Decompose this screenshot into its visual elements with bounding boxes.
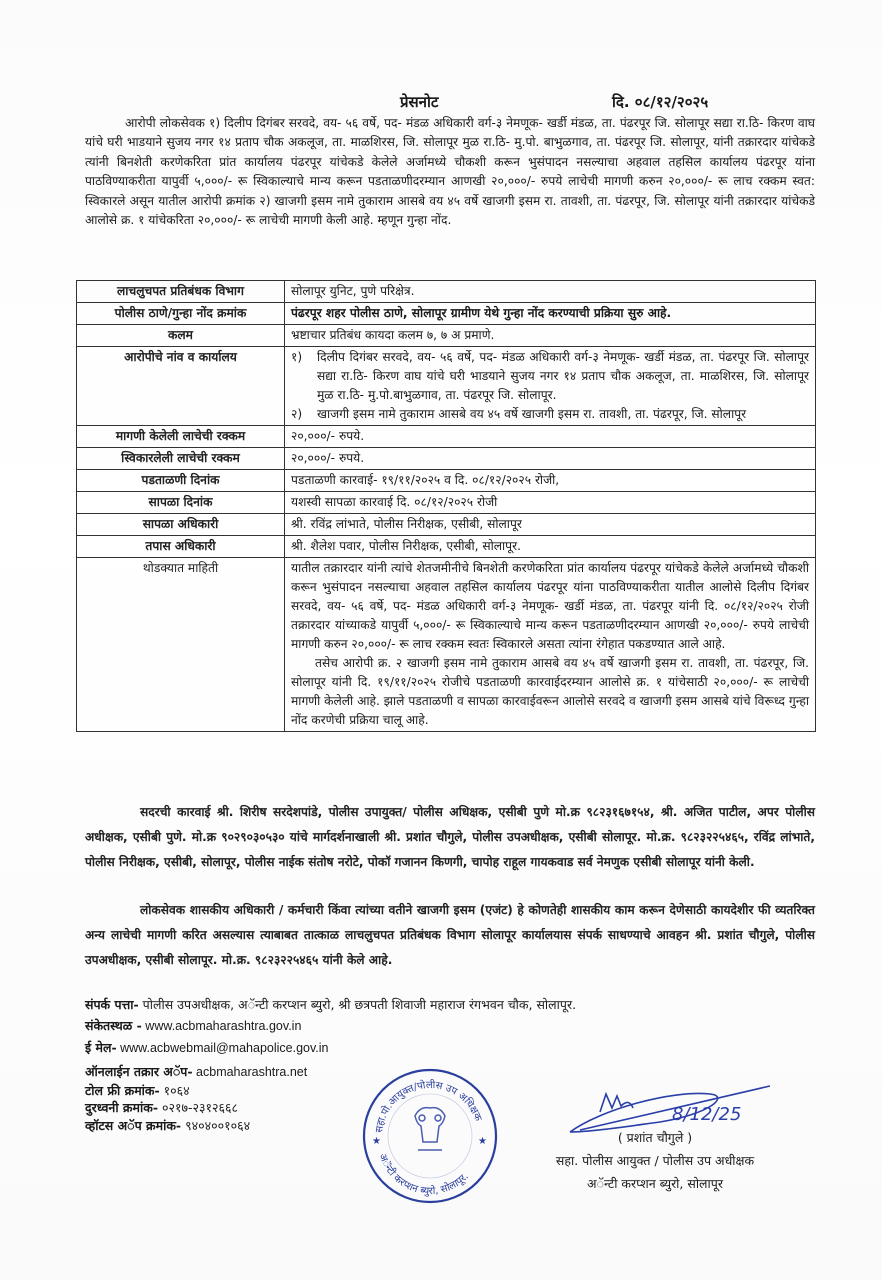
star-icon-right: ★ — [478, 1136, 487, 1147]
row-value: २०,०००/- रुपये. — [285, 448, 816, 470]
row-value: यशस्वी सापळा कारवाई दि. ०८/१२/२०२५ रोजी — [285, 492, 816, 514]
app-link[interactable]: acbmaharashtra.net — [192, 1065, 308, 1079]
tollfree-label: टोल फ्री क्रमांक- — [85, 1082, 160, 1098]
item-text: दिलीप दिगंबर सरवदे, वय- ५६ वर्षे, पद- मंडळ अधिकारी वर्ग-३ नेमणूक- खर्डी मंडळ, ता. पंढरपूर जि. सोलापूर सद्या रा.ठि- किरण वाघ यांचे घरी भाडयाने सुजय नगर १४ प्रताप चौक अकलूज, ता. माळशिरस, जि. सोलापूर मुळ रा.ठि- मु.पो.बाभुळगाव, ता. पंढरपूर जि. सोलापूर. — [317, 350, 809, 402]
row-label: सापळा अधिकारी — [77, 514, 285, 536]
summary-paragraph-2: तसेच आरोपी क्र. २ खाजगी इसम नामे तुकाराम आसबे वय ४५ वर्षे खाजगी इसम रा. तावशी, ता. पंढरपूर, जि. सोलापूर यांनी दि. १९/११/२०२५ रोजीचे पडताळणी कारवाईदरम्यान आलोसे क्र. १ यांचेसाठी २०,०००/- रू लाचेची मागणी केलेली आहे. झाले पडताळणी व सापळा कारवाईवरून आलोसे सरवदे व खाजगी इसम आसबे यांचे विरूध्द गुन्हा नोंद करणेची प्रक्रिया चालू आहे. — [291, 656, 809, 727]
address-label: संपर्क पत्ता- — [85, 997, 139, 1012]
address-value: पोलीस उपअधीक्षक, अॅन्टी करप्शन ब्युरो, श्री छत्रपती शिवाजी महाराज रंगभवन चौक, सोलापूर. — [138, 997, 577, 1012]
whatsapp-number: ९४०४००१०६४ — [181, 1117, 251, 1133]
document-date: दि. ०८/१२/२०२५ — [612, 93, 709, 111]
summary-cell — [285, 558, 816, 732]
item-text: खाजगी इसम नामे तुकाराम आसबे वय ४५ वर्षे खाजगी इसम रा. तावशी, ता. पंढरपूर, जि. सोलापूर — [317, 407, 747, 421]
list-item — [291, 348, 809, 405]
official-seal-stamp — [360, 1066, 500, 1206]
email-link[interactable]: www.acbwebmail@mahapolice.gov.in — [116, 1041, 329, 1055]
whatsapp-label: व्हॉटस अॅप क्रमांक- — [85, 1117, 182, 1133]
row-label: मागणी केलेली लाचेची रक्कम — [77, 426, 285, 448]
header — [0, 92, 882, 116]
signatory-designation: सहा. पोलीस आयुक्त / पोलीस उप अधीक्षक — [555, 1153, 755, 1168]
table-row — [77, 303, 816, 325]
table-row — [77, 536, 816, 558]
app-label: ऑनलाईन तक्रार अॅप- — [85, 1064, 193, 1079]
table-row — [77, 426, 816, 448]
website-line — [85, 1015, 785, 1037]
row-value: २०,०००/- रुपये. — [285, 426, 816, 448]
appeal-text: लोकसेवक शासकीय अधिकारी / कर्मचारी किंवा त्यांच्या वतीने खाजगी इसम (एजंट) हे कोणतेही शासकीय काम करून देणेसाठी कायदेशीर फी व्यतरिक्त अन्य लाचेची मागणी करित असल्यास त्याबाबत तात्काळ लाचलुचपत प्रतिबंधक विभाग सोलापूर कार्यालयास संपर्क साधण्याचे आवहन श्री. प्रशांत चौगुले, पोलीस उपअधीक्षक, एसीबी सोलापूर. मो.क्र. ९८२३२२५४६५ यांनी केले आहे. — [85, 903, 815, 967]
contact-info — [85, 994, 785, 1059]
item-number: १) — [291, 350, 303, 364]
row-label: लाचलुचपत प्रतिबंधक विभाग — [77, 281, 285, 303]
table-row — [77, 281, 816, 303]
row-label: थोडक्यात माहिती — [77, 558, 285, 732]
table-row-accused — [77, 347, 816, 426]
table-row — [77, 492, 816, 514]
row-value: पडताळणी कारवाई- १९/११/२०२५ व दि. ०८/१२/२०२५ रोजी, — [285, 470, 816, 492]
tollfree-number: १०६४ — [159, 1082, 190, 1098]
signatory-name: ( प्रशांत चौगुले ) — [617, 1130, 693, 1145]
row-label: स्विकारलेली लाचेची रक्कम — [77, 448, 285, 470]
helpline-info — [85, 1063, 385, 1134]
phone-label: दुरध्वनी क्रमांक- — [85, 1100, 159, 1116]
table-row — [77, 514, 816, 536]
phone-line — [85, 1099, 385, 1117]
website-label: संकेतस्थळ - — [85, 1018, 142, 1033]
accused-list — [291, 348, 809, 424]
intro-paragraph — [85, 114, 815, 230]
table-row — [77, 448, 816, 470]
table-row-summary — [77, 558, 816, 732]
summary-paragraph-1: यातील तक्रारदार यांनी त्यांचे शेतजमीनीचे बिनशेती करणेकरिता प्रांत कार्यालय पंढरपूर यांचेकडे केलेले अर्जामध्ये चौकशी करून भुसंपादन नसल्याचा अहवाल तहसिल कार्यालय पंढरपूर यांना पाठविण्याकरीता यातील आलोसे दिलीप दिगंबर सरवदे, वय- ५६ वर्षे, पद- मंडळ अधिकारी वर्ग-३ नेमणूक- खर्डी मंडळ, ता. पंढरपूर यांनी दि. ०८/१२/२०२५ रोजी तक्रारदार यांच्याकडे यापुर्वी ५,०००/- रू स्विकाल्याचे मान्य करून पडताळणीदरम्यान आणखी २०,०००/- रुपये लाचेची मागणी करुन २०,०००/- रू लाच रक्कम स्वतः स्विकारले असता त्यांना रंगेहात पकडण्यात आले आहे. — [291, 561, 809, 651]
phone-number: ०२१७-२३१२६६८ — [158, 1100, 239, 1116]
seal-inner-ring — [388, 1094, 472, 1178]
row-label: आरोपीचे नांव व कार्यालय — [77, 347, 285, 426]
website-link[interactable]: www.acbmaharashtra.gov.in — [141, 1019, 302, 1033]
address-line — [85, 994, 785, 1015]
email-line — [85, 1037, 785, 1059]
row-value: पंढरपूर शहर पोलीस ठाणे, सोलापूर ग्रामीण येथे गुन्हा नोंद करण्याची प्रक्रिया सुरु आहे. — [285, 303, 816, 325]
emblem-icon — [415, 1108, 445, 1150]
star-icon-left: ★ — [372, 1136, 381, 1147]
whatsapp-line — [85, 1117, 385, 1135]
row-label: सापळा दिनांक — [77, 492, 285, 514]
row-value: श्री. शैलेश पवार, पोलीस निरीक्षक, एसीबी, सोलापूर. — [285, 536, 816, 558]
email-label: ई मेल- — [85, 1040, 117, 1055]
row-value: श्री. रविंद्र लांभाते, पोलीस निरीक्षक, एसीबी, सोलापूर — [285, 514, 816, 536]
table-row — [77, 325, 816, 347]
case-details-table — [76, 280, 816, 732]
row-value: भ्रष्टाचार प्रतिबंध कायदा कलम ७, ७ अ प्रमाणे. — [285, 325, 816, 347]
document-title: प्रेसनोट — [400, 93, 439, 111]
row-label: तपास अधिकारी — [77, 536, 285, 558]
tollfree-line — [85, 1082, 385, 1100]
signature-date: 8/12/25 — [672, 1104, 742, 1125]
row-label: पोलीस ठाणे/गुन्हा नोंद क्रमांक — [77, 303, 285, 325]
row-label: पडताळणी दिनांक — [77, 470, 285, 492]
row-label: कलम — [77, 325, 285, 347]
accused-list-cell — [285, 347, 816, 426]
appeal-paragraph — [85, 898, 815, 973]
item-number: २) — [291, 407, 303, 421]
row-value: सोलापूर युनिट, पुणे परिक्षेत्र. — [285, 281, 816, 303]
action-text: सदरची कारवाई श्री. शिरीष सरदेशपांडे, पोलीस उपायुक्त/ पोलीस अधिक्षक, एसीबी पुणे मो.क्र ९८२३१६७१५४, श्री. अजित पाटील, अपर पोलीस अधीक्षक, एसीबी पुणे. मो.क्र ९०२९०३०५३० यांचे मार्गदर्शनाखाली श्री. प्रशांत चौगुले, पोलीस उपअधीक्षक, एसीबी सोलापूर. मो.क्र. ९८२३२२५४६५, रविंद्र लांभाते, पोलीस निरीक्षक, एसीबी, सोलापूर, पोलीस नाईक संतोष नरोटे, पोकॉ गजानन किणगी, चापोह राहूल गायकवाड सर्व नेमणुक एसीबी सोलापूर यांनी केली. — [85, 805, 815, 869]
seal-bottom-text: अॅन्टी करप्शन ब्युरो, सोलापूर. — [376, 1152, 471, 1198]
signatory-block — [510, 1126, 800, 1195]
intro-text: आरोपी लोकसेवक १) दिलीप दिगंबर सरवदे, वय- ५६ वर्षे, पद- मंडळ अधिकारी वर्ग-३ नेमणूक- खर्डी मंडळ, ता. पंढरपूर जि. सोलापूर सद्या रा.ठि- किरण वाघ यांचे घरी भाडयाने सुजय नगर १४ प्रताप चौक अकलूज, ता. माळशिरस, जि. सोलापूर मुळ रा.ठि- मु.पो. बाभुळगाव, ता. पंढरपूर जि. सोलापूर, यांनी तक्रारदार यांचेकडे त्यांनी बिनशेती करणेकरिता प्रांत कार्यालय पंढरपूर यांचेकडे केलेले अर्जामध्ये चौकशी करून भुसंपादन नसल्याचा अहवाल तहसिल कार्यालय पंढरपूर यांना पाठविण्याकरीता यापुर्वी ५,०००/- रू स्विकाल्याचे मान्य करून पडताळणीदरम्यान आणखी २०,०००/- रुपये लाचेची मागणी करुन २०,०००/- रू लाच रक्कम स्वत: स्विकारले असून यातील आरोपी क्रमांक २) खाजगी इसम नामे तुकाराम आसबे वय ४५ वर्षे खाजगी इसम रा. तावशी, ता. पंढरपूर, जि. सोलापूर यांनी तक्रारदार यांचेकडे आलोसे क्र. १ यांचेकरिता २०,०००/- रू लाचेची मागणी केली आहे. म्हणून गुन्हा नोंद. — [85, 116, 815, 228]
list-item — [291, 405, 809, 424]
table-row — [77, 470, 816, 492]
action-paragraph — [85, 800, 815, 875]
app-line — [85, 1063, 385, 1082]
signatory-office: अॅन्टी करप्शन ब्युरो, सोलापूर — [587, 1176, 723, 1191]
seal-top-text: सहा.पो.आयुक्त/पोलीस उप अधिक्षक — [374, 1079, 484, 1134]
